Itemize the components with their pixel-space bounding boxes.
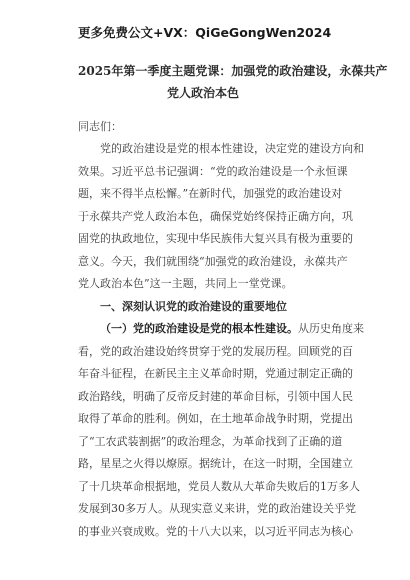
paragraph-line: 了“工农武装割据”的政治理念，为革命找到了正确的道 [78,434,343,448]
salutation: 同志们： [78,120,122,133]
paragraph-first-line [78,318,364,341]
paragraph-line: 效果。习近平总书记强调：“党的政治建设是一个永恒课 [78,164,348,178]
paragraph-line: 了十几块革命根据地，党员人数从大革命失败后的1万多人 [78,479,360,493]
paragraph-line: 看，党的政治建设始终贯穿于党的发展历程。回顾党的百 [78,344,353,358]
paragraph-line: 年奋斗征程，在新民主主义革命时期，党通过制定正确的 [78,367,353,380]
paragraph-line: 的事业兴衰成败。党的十八大以来，以习近平同志为核心 [78,524,353,538]
paragraph-line: 党人政治本色”这一主题，共同上一堂党课。 [78,277,293,290]
paragraph-line: 意义。今天，我们就围绕“加强党的政治建设，永葆共产 [78,254,348,268]
paragraph-line: 党的政治建设是党的根本性建设，决定党的建设方向和 [100,142,364,155]
paragraph-line: 政治路线，明确了反帝反封建的革命目标，引领中国人民 [78,389,353,403]
paragraph-line: 取得了革命的胜利。例如，在土地革命战争时期，党提出 [78,412,353,425]
paragraph-line: 固党的执政地位，实现中华民族伟大复兴具有极为重要的 [78,232,353,245]
document-title [78,60,388,104]
paragraph-line-rest: 从历史角度来 [298,322,364,335]
subsection-paragraph [78,318,364,543]
intro-paragraph [78,138,364,296]
paragraph-line: 路，星星之火得以燎原。据统计，在这一时期，全国建立 [78,457,353,470]
paragraph-line: 于永葆共产党人政治本色，确保党始终保持正确方向，巩 [78,209,353,223]
subsection-heading: （一）党的政治建设是党的根本性建设。 [100,322,298,335]
title-line-1: 2025年第一季度主题党课：加强党的政治建设，永葆共产 [78,64,388,78]
paragraph-line: 发展到30多万人。从现实意义来讲，党的政治建设关乎党 [78,502,356,515]
paragraph-line: 题，来不得半点松懈。”在新时代，加强党的政治建设对 [78,187,343,200]
promo-banner: 更多免费公文+VX：QiGeGongWen2024 [78,25,332,40]
title-line-2: 党人政治本色 [166,86,239,100]
section-heading: 一、深刻认识党的政治建设的重要地位 [100,299,287,313]
